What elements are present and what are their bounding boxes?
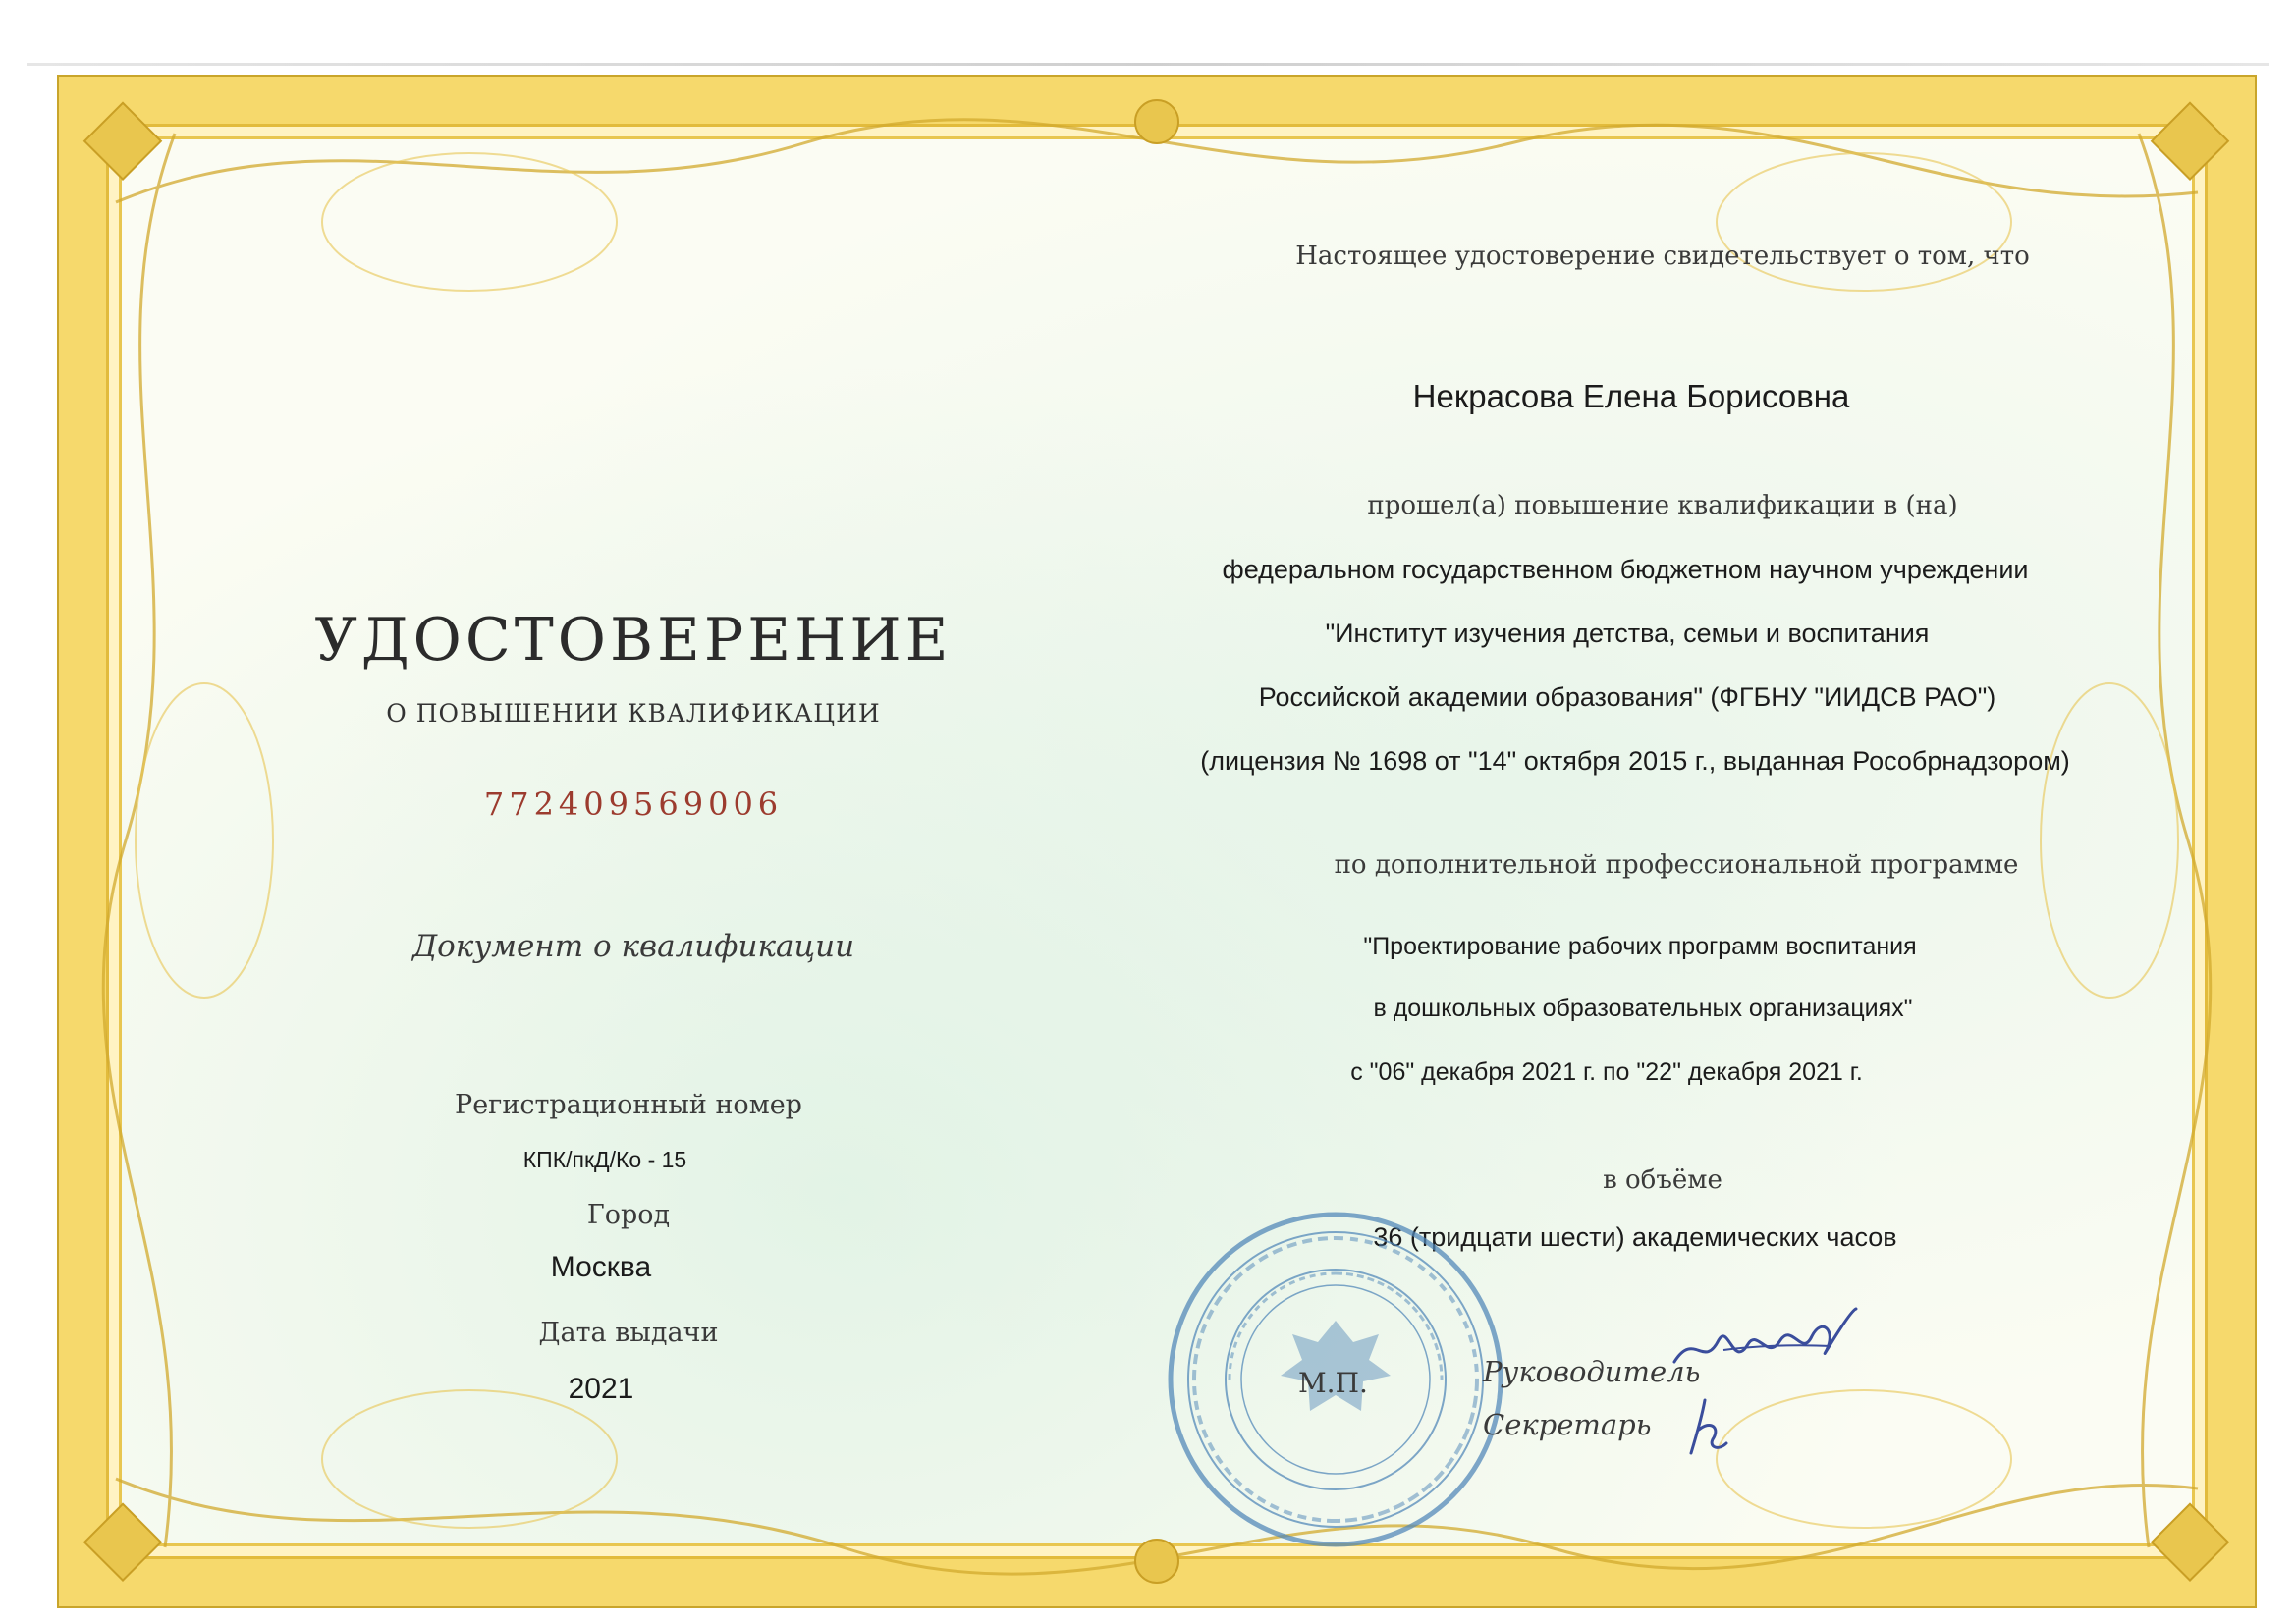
organization-line: Российской академии образования" (ФГБНУ "ИИДСВ РАО") xyxy=(1258,682,1996,712)
city-label: Город xyxy=(586,1200,671,1230)
stamp-place-label: М.П. xyxy=(1298,1367,1368,1399)
certificate-title: УДОСТОВЕРЕНИЕ xyxy=(314,606,953,675)
volume-label: в объёме xyxy=(1603,1165,1722,1195)
program-line: "Проектирование рабочих программ воспитания xyxy=(1363,933,1917,960)
training-dates: с "06" декабря 2021 г. по "22" декабря 2021 г. xyxy=(1350,1058,1863,1086)
license-line: (лицензия № 1698 от "14" октября 2015 г., выданная Рособрнадзором) xyxy=(1200,746,2070,776)
city-value: Москва xyxy=(550,1251,652,1283)
document-type: Документ о квалификации xyxy=(411,929,855,964)
completed-text: прошел(а) повышение квалификации в (на) xyxy=(1367,491,1958,520)
organization-line: "Институт изучения детства, семьи и воспитания xyxy=(1325,619,1930,648)
secretary-signature-label: Секретарь xyxy=(1483,1408,1652,1441)
program-line: в дошкольных образовательных организациях" xyxy=(1373,995,1913,1022)
issue-date-value: 2021 xyxy=(568,1373,634,1405)
organization-line: федеральном государственном бюджетном научном учреждении xyxy=(1222,555,2029,584)
intro-text: Настоящее удостоверение свидетельствует о том, что xyxy=(1295,242,2030,271)
certificate-subtitle: О ПОВЫШЕНИИ КВАЛИФИКАЦИИ xyxy=(386,699,881,728)
registration-label: Регистрационный номер xyxy=(455,1090,802,1120)
head-signature-label: Руководитель xyxy=(1483,1355,1701,1388)
certificate-border xyxy=(57,75,2257,1608)
person-name: Некрасова Елена Борисовна xyxy=(1412,378,1850,414)
registration-value: КПК/пкД/Ко - 15 xyxy=(522,1147,687,1172)
scan-edge-line xyxy=(27,63,2269,66)
program-label: по дополнительной профессиональной программе xyxy=(1334,850,2019,880)
issue-date-label: Дата выдачи xyxy=(538,1318,719,1348)
certificate-number: 772409569006 xyxy=(483,785,784,823)
certificate-paper xyxy=(106,124,2208,1559)
volume-value: 36 (тридцати шести) академических часов xyxy=(1373,1222,1897,1252)
